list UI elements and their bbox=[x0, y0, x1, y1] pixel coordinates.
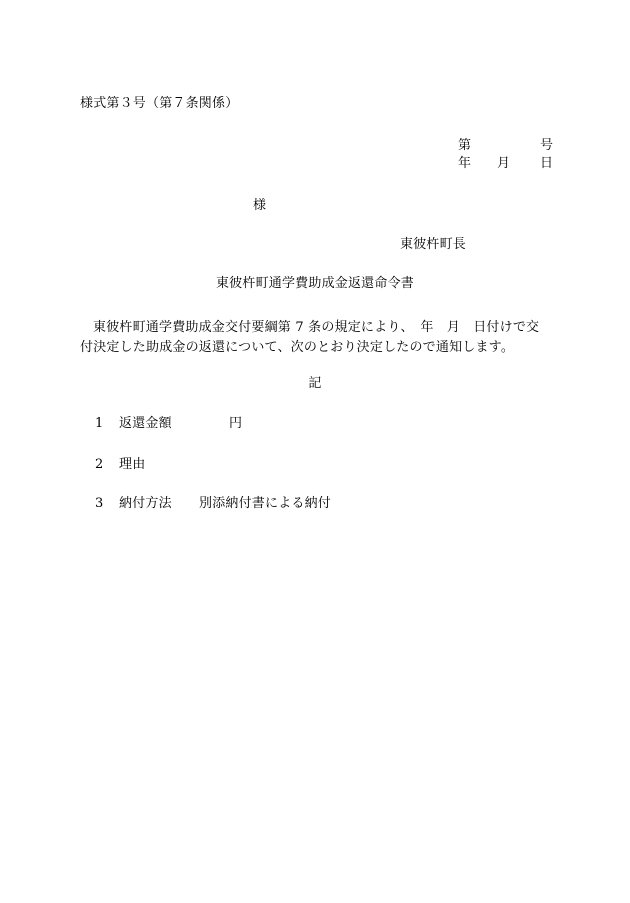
item-label: 理由 bbox=[119, 457, 146, 472]
item-number: 2 bbox=[95, 457, 104, 472]
item-number: 3 bbox=[95, 496, 104, 511]
date-month-label: 月 bbox=[497, 156, 511, 171]
item-number: 1 bbox=[95, 416, 104, 431]
ki-heading: 記 bbox=[308, 376, 322, 391]
addressee-honorific: 様 bbox=[253, 198, 267, 213]
item-value: 別添納付書による納付 bbox=[199, 496, 332, 511]
date-day-label: 日 bbox=[540, 156, 554, 171]
form-label: 様式第３号（第７条関係） bbox=[80, 96, 239, 111]
sender-name: 東彼杵町長 bbox=[400, 237, 467, 252]
item-value: 円 bbox=[229, 416, 243, 431]
date-year-label: 年 bbox=[458, 156, 472, 171]
item-refund-amount bbox=[95, 416, 242, 432]
doc-number-prefix: 第 bbox=[458, 138, 472, 153]
item-label: 返還金額 bbox=[119, 416, 172, 431]
item-payment-method bbox=[95, 496, 331, 512]
body-line-2: 付決定した助成金の返還について、次のとおり決定したので通知します。 bbox=[80, 340, 515, 355]
body-paragraph bbox=[80, 318, 570, 358]
doc-number-suffix: 号 bbox=[540, 138, 554, 153]
body-line-1: 東彼杵町通学費助成金交付要綱第 7 条の規定により、 年 月 日付けで交 bbox=[93, 320, 540, 335]
document-title: 東彼杵町通学費助成金返還命令書 bbox=[215, 276, 414, 291]
item-label: 納付方法 bbox=[119, 496, 172, 511]
item-reason bbox=[95, 457, 145, 473]
